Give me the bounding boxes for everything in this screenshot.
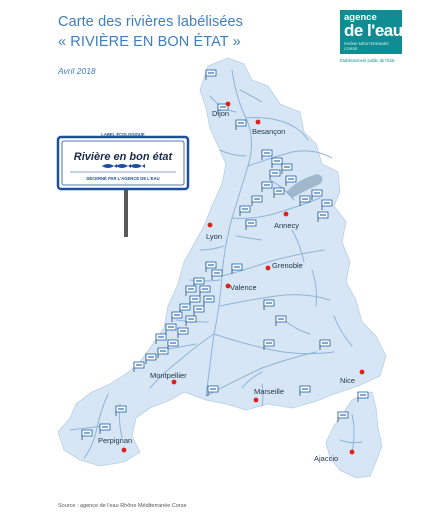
logo-tagline: Établissement public de l'État (340, 58, 395, 63)
sign-top-text: LABEL ÉCOLOGIQUE (101, 132, 145, 137)
city-label-montpellier: Montpellier (150, 371, 187, 380)
city-label-ajaccio: Ajaccio (314, 454, 339, 463)
logo-line1: agence (344, 12, 377, 23)
map-title-line2: « RIVIÈRE EN BON ÉTAT » (58, 34, 241, 50)
sign-main-text: Rivière en bon état (73, 151, 173, 163)
source-note: Source : agence de l'eau Rhône Méditerranée Corse (58, 503, 187, 509)
city-label-valence: Valence (230, 283, 257, 292)
logo-line3: RHÔNE MÉDITERRANÉE CORSE (344, 42, 389, 51)
city-label-grenoble: Grenoble (272, 261, 303, 270)
sign-bottom-text: DÉCERNÉ PAR L'AGENCE DE L'EAU (86, 176, 160, 181)
city-label-nice: Nice (340, 376, 356, 385)
label-sign (58, 132, 188, 237)
map-date: Avril 2018 (58, 66, 96, 76)
city-label-annecy: Annecy (274, 221, 300, 230)
city-label-marseille: Marseille (254, 387, 285, 396)
mainland-region (58, 58, 386, 466)
city-label-besancon: Besançon (252, 127, 286, 136)
logo-line2: de l'eau (344, 21, 403, 40)
map-title-line1: Carte des rivières labélisées (58, 14, 244, 30)
city-label-lyon: Lyon (206, 232, 222, 241)
fish-icons (102, 164, 145, 168)
city-label-dijon: Dijon (212, 109, 230, 118)
city-label-perpignan: Perpignan (98, 436, 133, 445)
